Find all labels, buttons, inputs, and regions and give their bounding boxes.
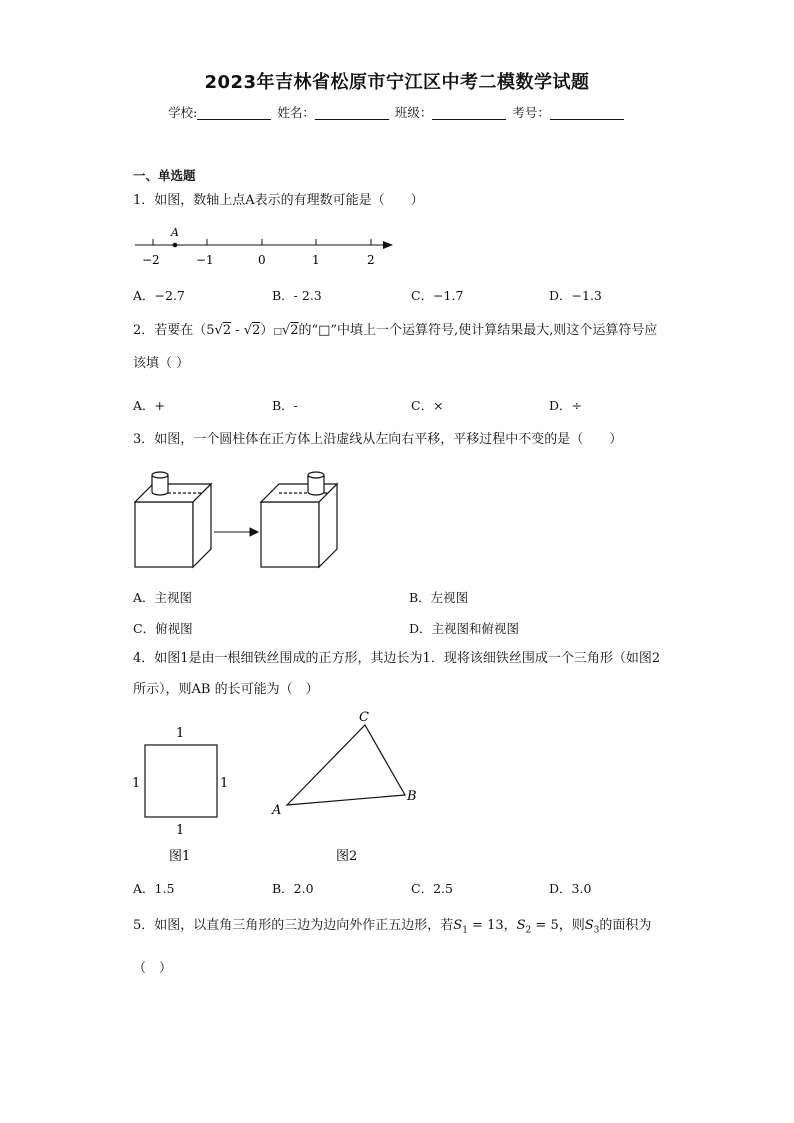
q5-text: ，则 bbox=[558, 918, 585, 933]
fig2-label: 图2 bbox=[336, 849, 358, 864]
side-label-top: 1 bbox=[176, 726, 185, 741]
q4-figures bbox=[125, 705, 425, 870]
q2-option-a[interactable]: A．+ bbox=[133, 398, 166, 413]
q1-option-c[interactable]: C．−1.7 bbox=[411, 288, 464, 303]
tick-label: 1 bbox=[312, 253, 320, 267]
exam-no-label: 考号： bbox=[512, 105, 550, 120]
triangle bbox=[287, 725, 405, 805]
q4-stem: 4．如图1是由一根细铁丝围成的正方形，其边长为1．现将该细铁丝围成一个三角形（如图2所示），则AB 的长可能为（ ） bbox=[133, 651, 661, 697]
q2-text: 2．若要在（5 bbox=[133, 323, 215, 338]
q3-option-b[interactable]: B．左视图 bbox=[409, 590, 469, 605]
q2-option-b[interactable]: B．- bbox=[272, 398, 298, 413]
q2-text: ） bbox=[260, 323, 274, 338]
blank-box: □ bbox=[273, 327, 282, 337]
square bbox=[145, 745, 217, 817]
vertex-b: B bbox=[407, 789, 417, 804]
q2-option-c[interactable]: C．× bbox=[411, 398, 444, 413]
q4-option-b[interactable]: B．2.0 bbox=[272, 881, 314, 896]
fig1-label: 图1 bbox=[169, 849, 191, 864]
sub: 2 bbox=[525, 925, 532, 936]
sub: 3 bbox=[593, 925, 600, 936]
tick-label: −1 bbox=[196, 253, 214, 267]
student-info-line bbox=[0, 103, 794, 121]
q3-option-c[interactable]: C．俯视图 bbox=[133, 621, 193, 636]
side-label-left: 1 bbox=[132, 776, 141, 791]
q3-cube-figure bbox=[130, 462, 370, 572]
q1-option-a[interactable]: A．−2.7 bbox=[133, 288, 185, 303]
radicand: 2 bbox=[252, 323, 261, 338]
var-s2: S bbox=[516, 918, 526, 933]
var-s3: S bbox=[584, 918, 594, 933]
q4-option-c[interactable]: C．2.5 bbox=[411, 881, 453, 896]
right-cube bbox=[261, 484, 337, 567]
side-label-right: 1 bbox=[220, 776, 229, 791]
school-blank bbox=[197, 106, 271, 120]
q1-stem: 1．如图，数轴上点A表示的有理数可能是（ ） bbox=[133, 193, 424, 208]
q5-text: 的面积为（ ） bbox=[133, 918, 652, 976]
q1-number-line bbox=[125, 220, 405, 270]
q5-text: = 13 bbox=[467, 918, 504, 933]
q3-stem: 3．如图，一个圆柱体在正方体上沿虚线从左向右平移，平移过程中不变的是（ ） bbox=[133, 432, 623, 447]
radicand: 2 bbox=[290, 323, 299, 338]
q2-stem bbox=[133, 315, 668, 379]
left-cube bbox=[135, 484, 211, 567]
q4-option-a[interactable]: A．1.5 bbox=[133, 881, 175, 896]
tick-label: 0 bbox=[258, 253, 266, 267]
section-title: 一、单选题 bbox=[133, 168, 196, 183]
left-cylinder bbox=[152, 472, 168, 495]
q1-option-d[interactable]: D．−1.3 bbox=[549, 288, 602, 303]
q2-text: - bbox=[231, 323, 244, 338]
page-title: 2023年吉林省松原市宁江区中考二模数学试题 bbox=[204, 72, 590, 93]
q5-stem bbox=[133, 907, 668, 987]
point-a bbox=[173, 243, 178, 248]
sub: 1 bbox=[462, 925, 468, 936]
sqrt-symbol: √2 bbox=[243, 323, 261, 338]
right-cylinder bbox=[308, 472, 324, 495]
class-blank bbox=[432, 106, 506, 120]
side-label-bottom: 1 bbox=[176, 823, 185, 838]
var-s1: S bbox=[453, 918, 463, 933]
q2-text: 的“□”中填上一个运算符号,使计算结果最大,则这个运算符号应该填（ ） bbox=[133, 323, 658, 371]
q5-text: = 5 bbox=[531, 918, 559, 933]
radicand: 2 bbox=[222, 323, 232, 338]
tick-label: 2 bbox=[367, 253, 375, 267]
tick-label: −2 bbox=[142, 253, 160, 267]
sqrt-symbol: √2 bbox=[281, 323, 299, 338]
vertex-c: C bbox=[359, 710, 369, 725]
name-blank bbox=[315, 106, 389, 120]
school-label: 学校: bbox=[168, 105, 198, 120]
q5-text: ， bbox=[503, 918, 517, 933]
name-label: 姓名： bbox=[277, 105, 315, 120]
q1-option-b[interactable]: B．- 2.3 bbox=[272, 288, 322, 303]
exam-no-blank bbox=[550, 106, 624, 120]
q4-option-d[interactable]: D．3.0 bbox=[549, 881, 592, 896]
q2-option-d[interactable]: D．÷ bbox=[549, 398, 582, 413]
point-a-label: A bbox=[171, 226, 179, 239]
q3-option-d[interactable]: D．主视图和俯视图 bbox=[409, 621, 520, 636]
arrow bbox=[214, 528, 258, 536]
vertex-a: A bbox=[272, 803, 282, 818]
q5-text: 5．如图，以直角三角形的三边为边向外作正五边形，若 bbox=[133, 918, 454, 933]
q3-option-a[interactable]: A．主视图 bbox=[133, 590, 193, 605]
class-label: 班级： bbox=[394, 105, 433, 120]
sqrt-symbol: √2 bbox=[214, 323, 232, 338]
